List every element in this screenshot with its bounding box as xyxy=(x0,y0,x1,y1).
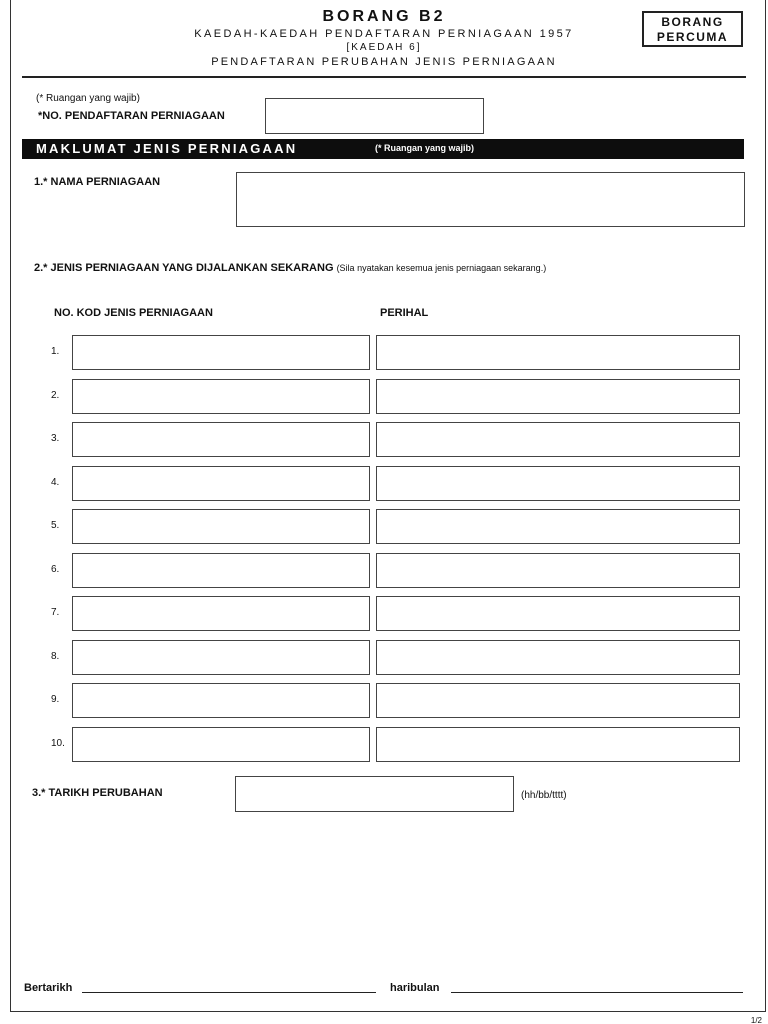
row-number: 7. xyxy=(51,607,60,618)
column-header-description: PERIHAL xyxy=(380,307,429,319)
form-rule-number: [KAEDAH 6] xyxy=(346,42,422,53)
business-code-field[interactable] xyxy=(72,553,370,588)
row-number: 8. xyxy=(51,651,60,662)
row-number: 2. xyxy=(51,390,60,401)
business-name-label: 1.* NAMA PERNIAGAAN xyxy=(34,176,161,188)
registration-number-field[interactable] xyxy=(265,98,484,134)
row-number: 6. xyxy=(51,564,60,575)
date-format-hint: (hh/bb/tttt) xyxy=(521,790,567,801)
day-signature-line[interactable] xyxy=(451,992,743,993)
business-code-field[interactable] xyxy=(72,422,370,457)
form-purpose: PENDAFTARAN PERUBAHAN JENIS PERNIAGAAN xyxy=(211,56,557,68)
page-number: 1/2 xyxy=(750,1016,762,1024)
business-code-field[interactable] xyxy=(72,509,370,544)
row-number: 5. xyxy=(51,520,60,531)
business-description-field[interactable] xyxy=(376,683,740,718)
business-description-field[interactable] xyxy=(376,466,740,501)
business-types-hint: (Sila nyatakan kesemua jenis perniagaan sekarang.) xyxy=(336,263,547,273)
business-description-field[interactable] xyxy=(376,335,740,370)
change-date-field[interactable] xyxy=(235,776,514,812)
business-description-field[interactable] xyxy=(376,727,740,762)
section-required-note: (* Ruangan yang wajib) xyxy=(375,143,475,153)
business-code-field[interactable] xyxy=(72,466,370,501)
free-form-line2: PERCUMA xyxy=(656,30,729,44)
section-header-bar xyxy=(22,139,744,159)
business-types-label xyxy=(34,262,546,274)
row-number: 4. xyxy=(51,477,60,488)
business-code-field[interactable] xyxy=(72,379,370,414)
business-code-field[interactable] xyxy=(72,683,370,718)
section-title: MAKLUMAT JENIS PERNIAGAAN xyxy=(36,141,298,156)
business-code-field[interactable] xyxy=(72,727,370,762)
business-code-field[interactable] xyxy=(72,640,370,675)
business-name-field[interactable] xyxy=(236,172,745,227)
change-date-label: 3.* TARIKH PERUBAHAN xyxy=(32,787,163,799)
business-description-field[interactable] xyxy=(376,379,740,414)
form-title: BORANG B2 xyxy=(322,8,446,25)
business-description-field[interactable] xyxy=(376,422,740,457)
business-description-field[interactable] xyxy=(376,640,740,675)
header-divider xyxy=(22,76,746,78)
business-code-field[interactable] xyxy=(72,335,370,370)
row-number: 10. xyxy=(51,738,65,749)
form-rules-subtitle: KAEDAH-KAEDAH PENDAFTARAN PERNIAGAAN 1957 xyxy=(194,28,574,40)
day-label: haribulan xyxy=(390,982,440,994)
required-note: (* Ruangan yang wajib) xyxy=(36,93,140,104)
business-description-field[interactable] xyxy=(376,509,740,544)
row-number: 1. xyxy=(51,346,60,357)
business-description-field[interactable] xyxy=(376,553,740,588)
dated-signature-line[interactable] xyxy=(82,992,376,993)
dated-label: Bertarikh xyxy=(24,982,73,994)
business-code-field[interactable] xyxy=(72,596,370,631)
free-form-line1: BORANG xyxy=(661,15,724,29)
business-description-field[interactable] xyxy=(376,596,740,631)
registration-number-label: *NO. PENDAFTARAN PERNIAGAAN xyxy=(38,110,225,122)
free-form-badge xyxy=(642,11,743,47)
business-types-label-text: 2.* JENIS PERNIAGAAN YANG DIJALANKAN SEKARANG xyxy=(34,262,334,274)
row-number: 3. xyxy=(51,433,60,444)
row-number: 9. xyxy=(51,694,60,705)
column-header-code: NO. KOD JENIS PERNIAGAAN xyxy=(54,307,213,319)
